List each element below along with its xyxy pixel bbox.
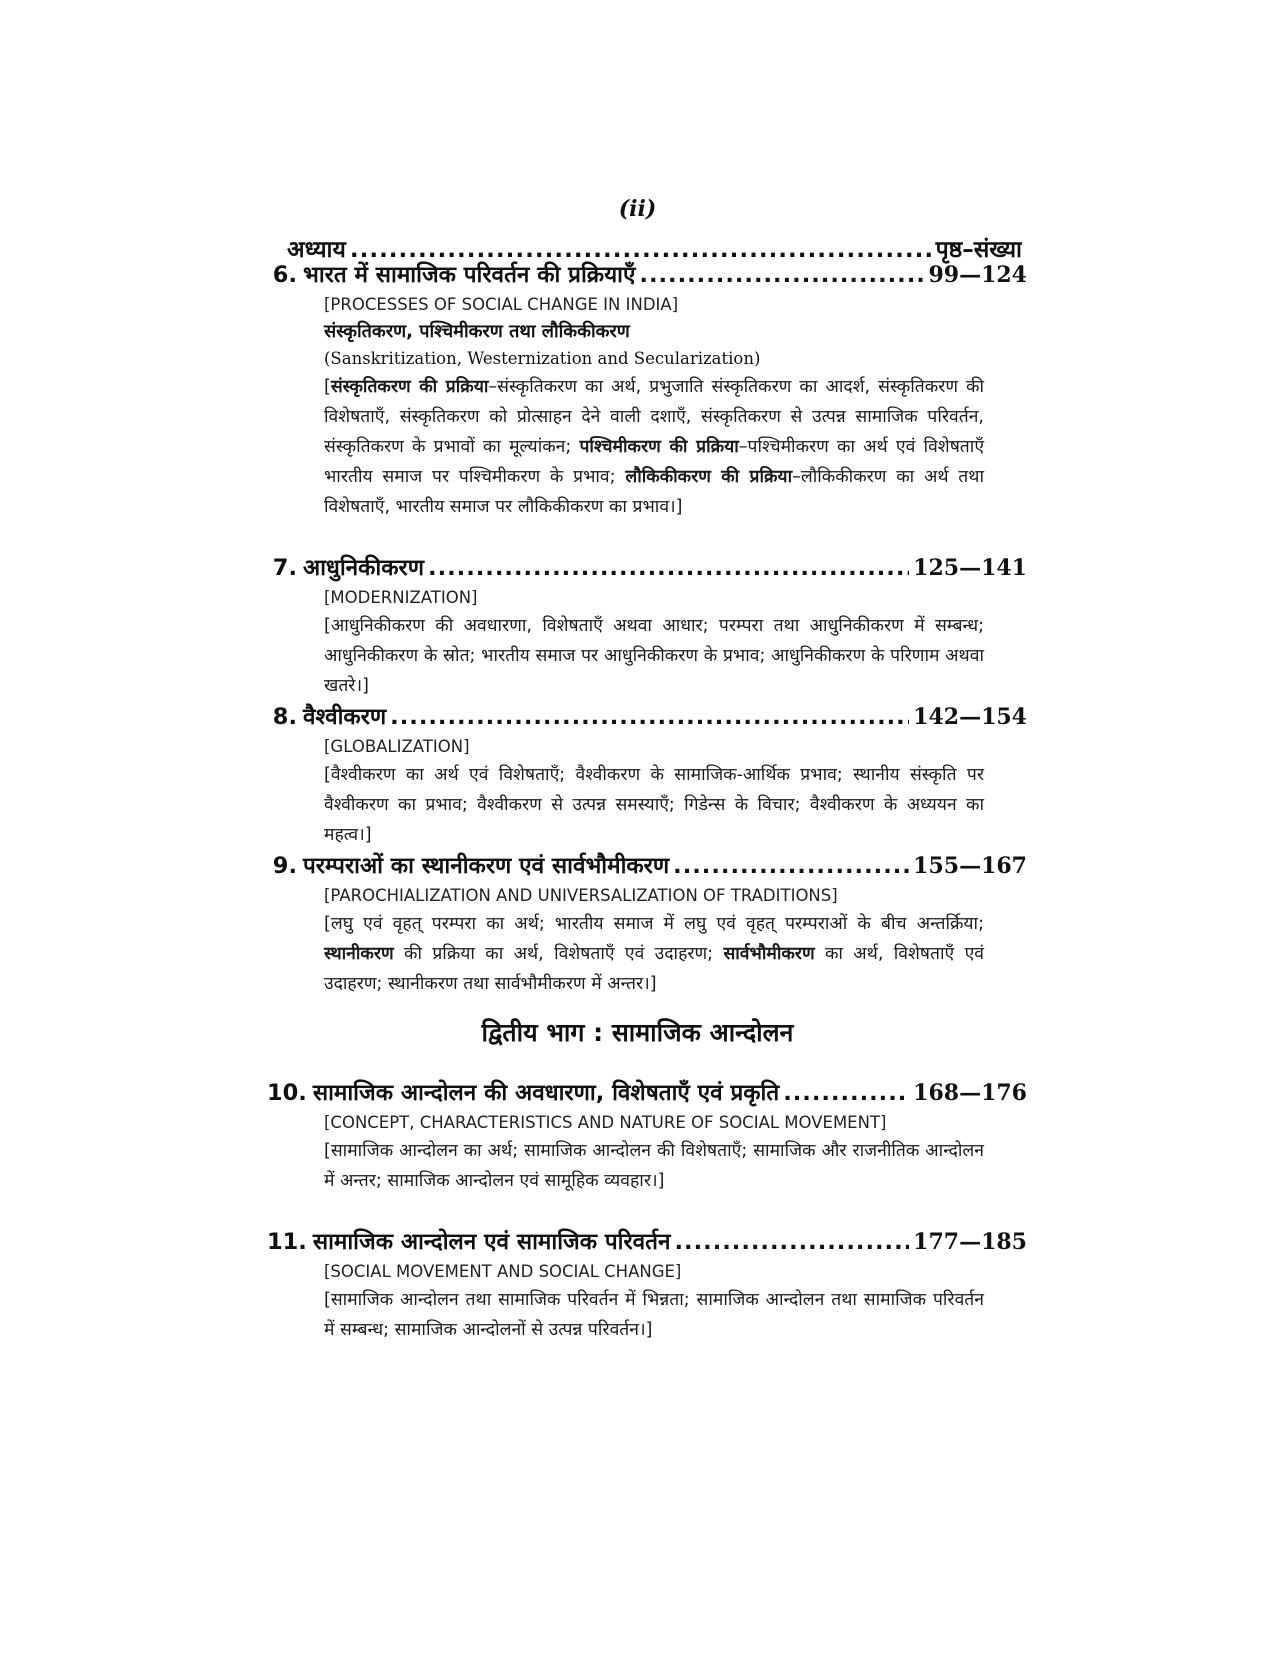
entry-title: वैश्वीकरण [303, 704, 387, 730]
description-keyword: संस्कृतिकरण की प्रक्रिया [330, 377, 489, 397]
entry-title-row [267, 1225, 1027, 1259]
entry-number: 8. [272, 704, 297, 730]
entry-english-title: [GLOBALIZATION] [324, 737, 470, 756]
leader-dots [673, 853, 909, 879]
toc-entry-6 [267, 258, 1027, 522]
toc-entry-10 [267, 1076, 1027, 1196]
entry-subtitle-english: (Sanskritization, Westernization and Secularization) [324, 349, 761, 368]
page-number: (ii) [618, 196, 657, 222]
entry-number: 11. [267, 1229, 307, 1255]
entry-title: सामाजिक आन्दोलन एवं सामाजिक परिवर्तन [312, 1229, 671, 1255]
part-heading: द्वितीय भाग : सामाजिक आन्दोलन [481, 1018, 794, 1047]
description-text: [सामाजिक आन्दोलन तथा सामाजिक परिवर्तन में भिन्नता; सामाजिक आन्दोलन तथा सामाजिक परिवर्तन में सम्बन्ध; सामाजिक आन्दोलनों से उत्पन्न परिवर्तन।] [324, 1290, 984, 1340]
entry-english-title: [PROCESSES OF SOCIAL CHANGE IN INDIA] [324, 295, 679, 314]
toc-entry-11 [267, 1225, 1027, 1345]
entry-description [324, 372, 984, 522]
entry-english-title: [PAROCHIALIZATION AND UNIVERSALIZATION OF TRADITIONS] [324, 886, 838, 905]
description-text: [वैश्वीकरण का अर्थ एवं विशेषताएँ; वैश्वीकरण के सामाजिक-आर्थिक प्रभाव; स्थानीय संस्कृति पर वैश्वीकरण का प्रभाव; वैश्वीकरण से उत्पन्न समस्याएँ; गिडेन्स के विचार; वैश्वीकरण के अध्ययन का महत्व।] [324, 765, 984, 845]
entry-english-title: [SOCIAL MOVEMENT AND SOCIAL CHANGE] [324, 1262, 682, 1281]
description-text: –संस्कृतिकरण का अर्थ, प्रभुजाति संस्कृतिकरण का आदर्श, संस्कृतिकरण की विशेषताएँ, संस्कृतिकरण को प्रोत्साहन देने वाली दशाएँ, संस्कृतिकरण से उत्पन्न सामाजिक परिवर्तन, संस्कृतिकरण के प्रभावों का मूल्यांकन; [324, 377, 984, 457]
entry-number: 6. [272, 262, 297, 288]
description-text: का अर्थ, विशेषताएँ एवं उदाहरण; स्थानीकरण तथा सार्वभौमीकरण में अन्तर।] [324, 944, 984, 994]
entry-title-row [267, 1076, 1027, 1110]
entry-title: भारत में सामाजिक परिवर्तन की प्रक्रियाएँ [303, 262, 636, 288]
description-text: –पश्चिमीकरण का अर्थ एवं विशेषताएँ भारतीय समाज पर पश्चिमीकरण के प्रभाव; [324, 437, 984, 487]
entry-subtitle: संस्कृतिकरण, पश्चिमीकरण तथा लौकिकीकरण [324, 321, 630, 342]
entry-pages: 99—124 [928, 262, 1027, 288]
leader-dots [390, 704, 909, 730]
description-text: [सामाजिक आन्दोलन का अर्थ; सामाजिक आन्दोलन की विशेषताएँ; सामाजिक और राजनीतिक आन्दोलन में अन्तर; सामाजिक आन्दोलन एवं सामूहिक व्यवहार।] [324, 1141, 984, 1191]
entry-number: 10. [267, 1080, 307, 1106]
entry-title-row [267, 551, 1027, 585]
chapter-column-label: अध्याय [287, 237, 346, 263]
description-keyword: स्थानीकरण [324, 944, 394, 964]
description-text: [लघु एवं वृहत् परम्परा का अर्थ; भारतीय समाज में लघु एवं वृहत् परम्पराओं के बीच अन्तर्क्रिया; [324, 914, 984, 934]
description-text: [ [324, 377, 331, 397]
description-text: की प्रक्रिया का अर्थ, विशेषताएँ एवं उदाहरण; [393, 944, 724, 964]
entry-number: 9. [272, 853, 297, 879]
description-text: [आधुनिकीकरण की अवधारणा, विशेषताएँ अथवा आधार; परम्परा तथा आधुनिकीकरण में सम्बन्ध; आधुनिकीकरण के स्रोत; भारतीय समाज पर आधुनिकीकरण के प्रभाव; आधुनिकीकरण के परिणाम अथवा खतरे।] [324, 616, 984, 696]
entry-pages: 142—154 [913, 704, 1027, 730]
entry-title-row [267, 258, 1027, 292]
entry-description [324, 611, 984, 701]
entry-description [324, 760, 984, 850]
entry-description [324, 1285, 984, 1345]
entry-english-title: [MODERNIZATION] [324, 588, 478, 607]
entry-pages: 177—185 [913, 1229, 1027, 1255]
description-keyword: पश्चिमीकरण की प्रक्रिया [579, 437, 739, 457]
toc-entry-9 [267, 849, 1027, 999]
description-text: –लौकिकीकरण का अर्थ तथा विशेषताएँ, भारतीय समाज पर लौकिकीकरण का प्रभाव।] [324, 467, 984, 517]
entry-title: परम्पराओं का स्थानीकरण एवं सार्वभौमीकरण [303, 853, 670, 879]
toc-entry-8 [267, 700, 1027, 850]
entry-pages: 168—176 [913, 1080, 1027, 1106]
entry-pages: 155—167 [913, 853, 1027, 879]
entry-title: आधुनिकीकरण [303, 555, 425, 581]
leader-dots [639, 262, 924, 288]
entry-description [324, 909, 984, 999]
entry-title: सामाजिक आन्दोलन की अवधारणा, विशेषताएँ एवं प्रकृति [312, 1080, 780, 1106]
leader-dots [675, 1229, 910, 1255]
leader-dots [428, 555, 909, 581]
entry-title-row [267, 700, 1027, 734]
description-keyword: लौकिकीकरण की प्रक्रिया [625, 467, 793, 487]
entry-number: 7. [272, 555, 297, 581]
entry-pages: 125—141 [913, 555, 1027, 581]
leader-dots [783, 1080, 909, 1106]
entry-description [324, 1136, 984, 1196]
toc-entry-7 [267, 551, 1027, 701]
entry-title-row [267, 849, 1027, 883]
description-keyword: सार्वभौमीकरण [723, 944, 815, 964]
page-column-label: पृष्ठ–संख्या [935, 237, 1022, 263]
entry-english-title: [CONCEPT, CHARACTERISTICS AND NATURE OF SOCIAL MOVEMENT] [324, 1113, 887, 1132]
